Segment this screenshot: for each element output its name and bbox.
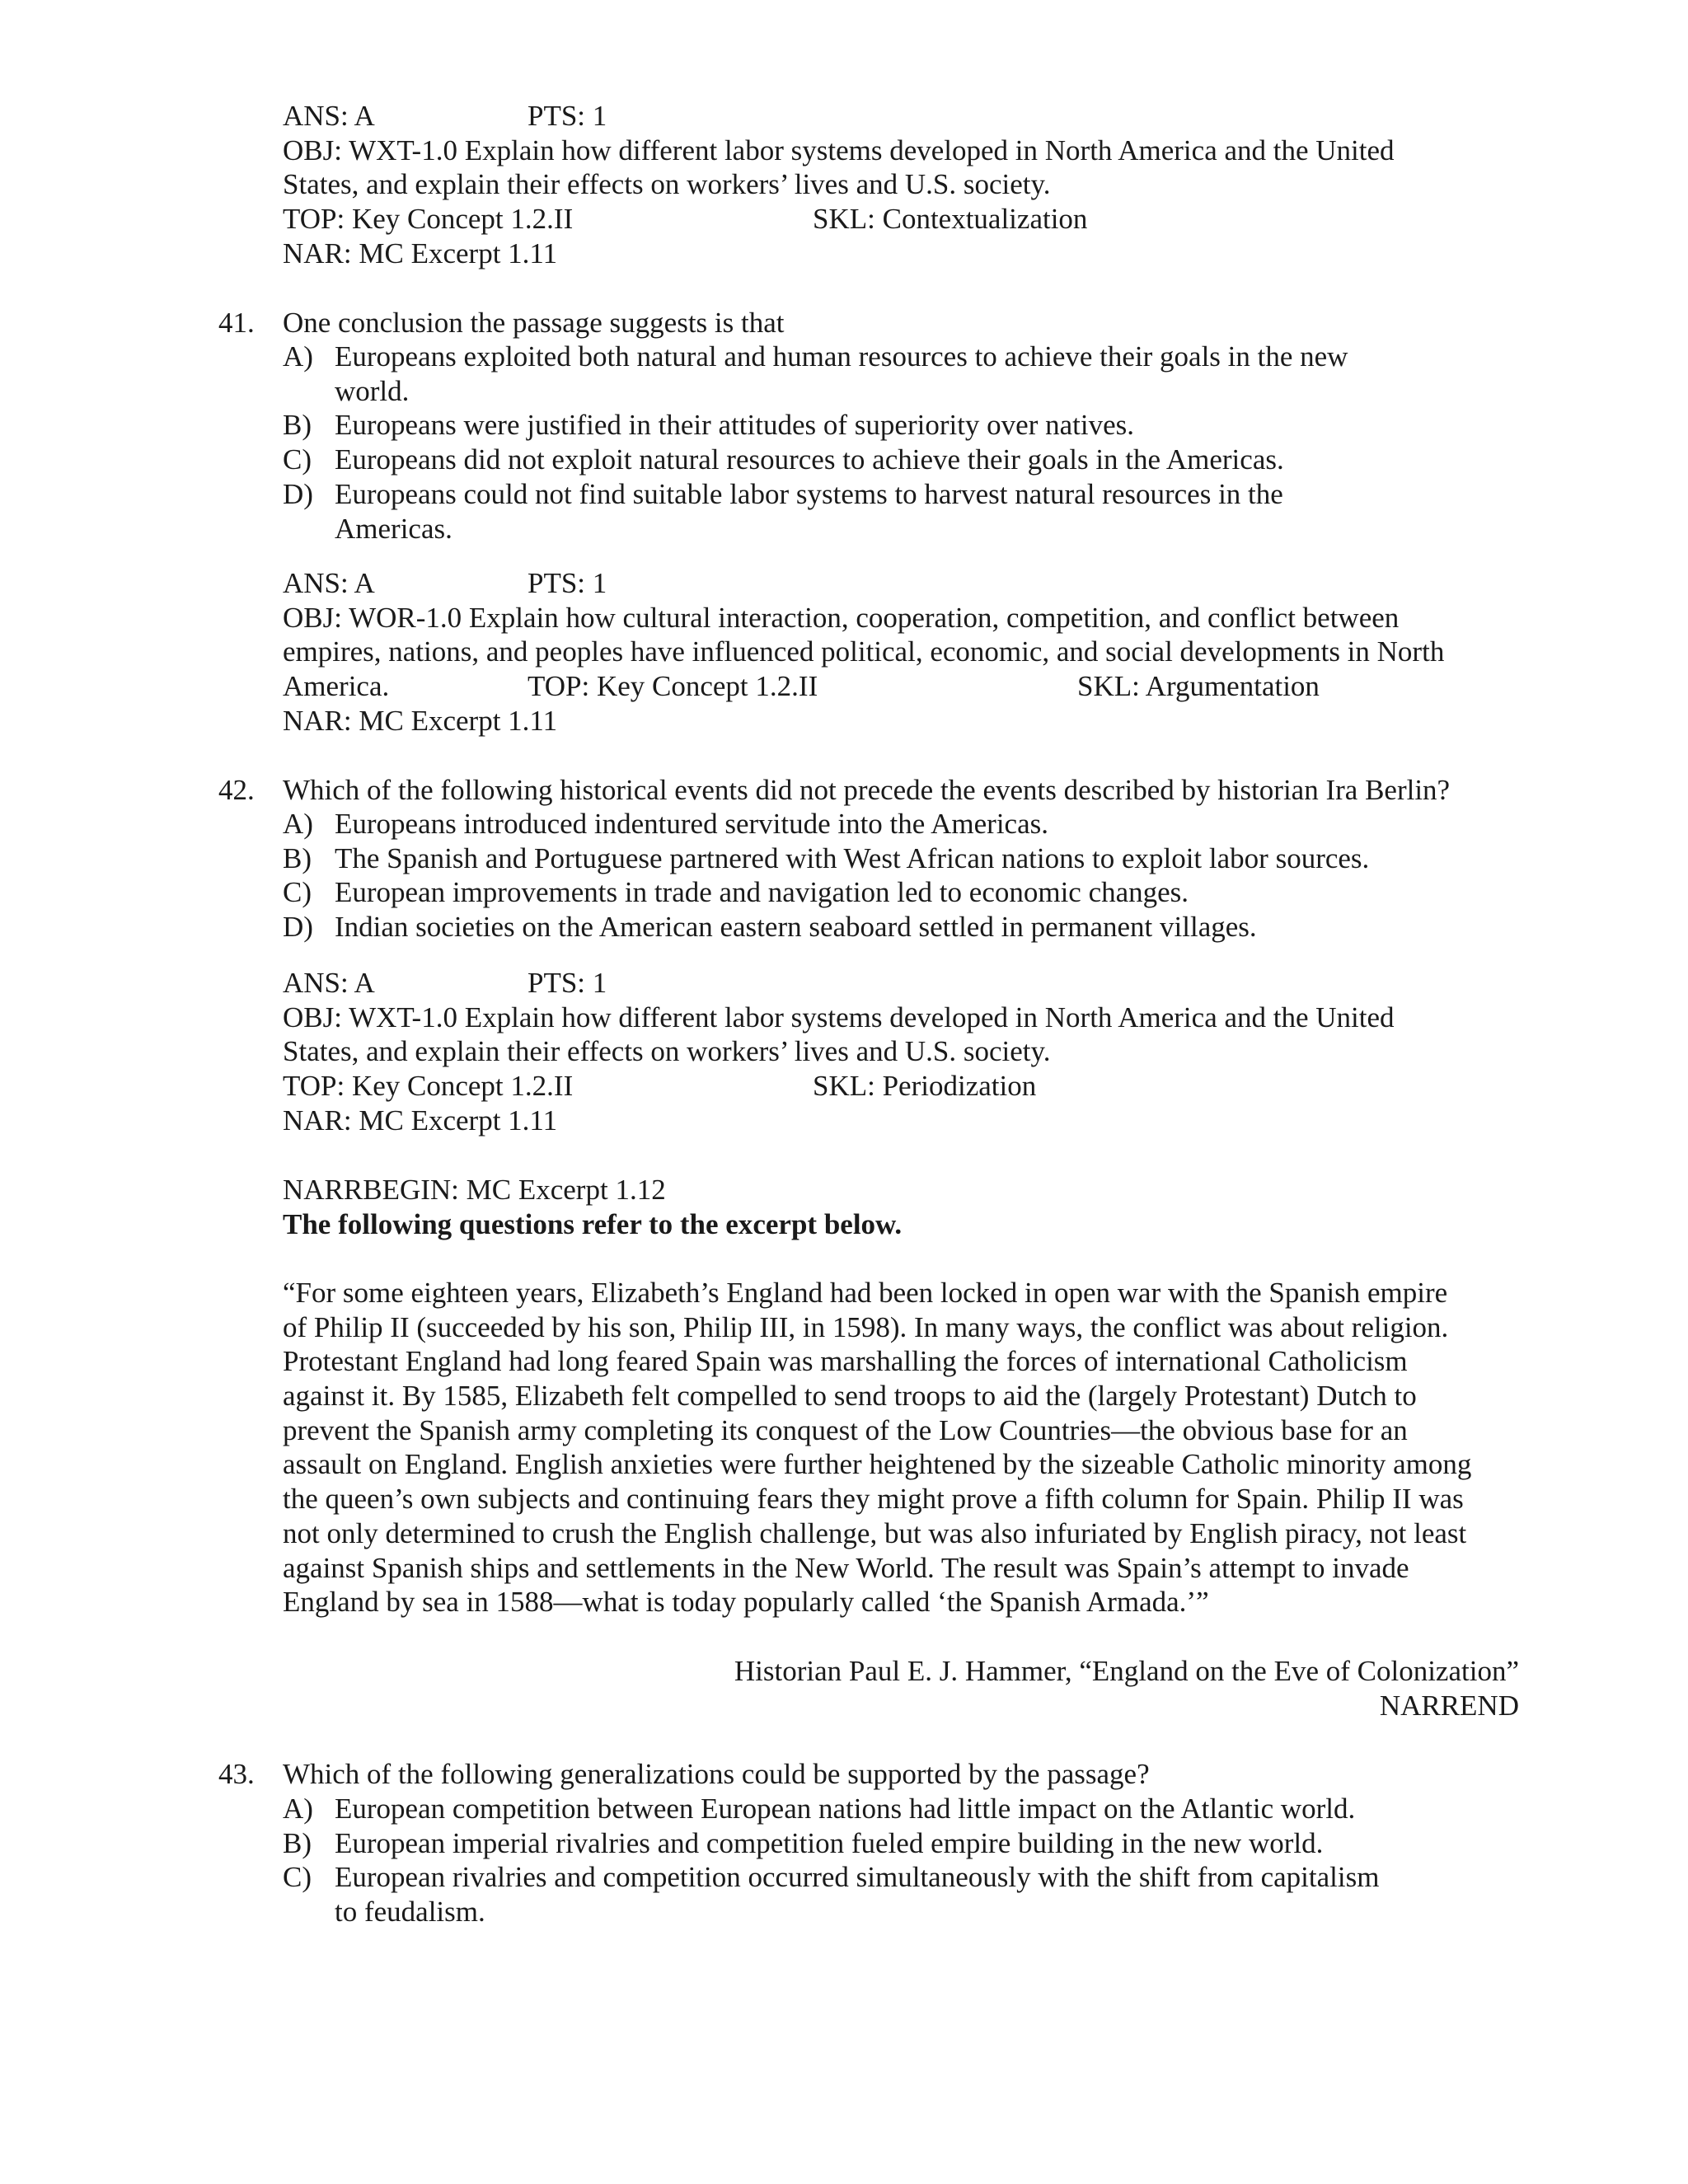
option-text: Europeans exploited both natural and human resources to achieve their goals in the new [335,340,1348,373]
answer-metadata-q41 [283,566,1536,738]
narrative-begin: NARRBEGIN: MC Excerpt 1.12 [283,1174,666,1206]
answer-option [283,875,1519,910]
option-letter: B) [283,1826,312,1859]
option-letter: A) [283,340,313,373]
option-text: Europeans did not exploit natural resources to achieve their goals in the Americas. [335,443,1284,476]
answer-option [283,408,1519,443]
option-letter: C) [283,443,312,476]
passage-line: against it. By 1585, Elizabeth felt compelled to send troops to aid the (largely Protestant) Dutch to [283,1380,1417,1413]
option-text: European competition between European nations had little impact on the Atlantic world. [335,1793,1356,1825]
skill: SKL: Contextualization [813,203,1088,236]
option-letter: C) [283,1861,312,1894]
answer-option [283,807,1519,841]
question-stem: Which of the following generalizations could be supported by the passage? [283,1758,1150,1790]
answer-key: ANS: A [283,100,375,132]
answer-key: ANS: A [283,567,375,599]
option-text: Europeans introduced indentured servitude into the Americas. [335,808,1048,840]
excerpt-instruction: The following questions refer to the excerpt below. [283,1207,903,1240]
points: PTS: 1 [528,967,607,999]
answer-option [283,340,1519,408]
skill: SKL: Argumentation [1077,670,1320,703]
narrative-ref: NAR: MC Excerpt 1.11 [283,237,558,269]
passage-line: against Spanish ships and settlements in the New World. The result was Spain’s attempt to invade [283,1551,1409,1584]
answer-option [283,910,1519,944]
objective-line: America. [283,670,390,703]
points: PTS: 1 [528,567,607,599]
answer-option [283,477,1519,546]
question-number: 42. [218,774,255,806]
topic: TOP: Key Concept 1.2.II [283,203,574,236]
option-text: Europeans could not find suitable labor systems to harvest natural resources in the [335,477,1283,510]
option-text: Europeans were justified in their attitudes of superiority over natives. [335,409,1135,442]
points: PTS: 1 [528,100,607,132]
answer-options-q41 [283,340,1519,546]
question-number: 43. [218,1758,255,1790]
option-letter: A) [283,808,313,840]
passage-line: of Philip II (succeeded by his son, Philip III, in 1598). In many ways, the conflict was about religion. [283,1310,1449,1343]
passage-line: Protestant England had long feared Spain was marshalling the forces of international Catholicism [283,1345,1408,1378]
option-text: European imperial rivalries and competition fueled empire building in the new world. [335,1826,1324,1859]
objective-line: OBJ: WXT-1.0 Explain how different labor systems developed in North America and the United [283,134,1395,166]
passage-line: prevent the Spanish army completing its conquest of the Low Countries—the obvious base for an [283,1413,1408,1446]
skill: SKL: Periodization [813,1070,1037,1103]
narrative-end: NARREND [1379,1690,1519,1722]
answer-metadata-q42 [283,966,1536,1137]
answer-option [283,1860,1519,1929]
option-text: world. [335,374,410,407]
objective-line: OBJ: WOR-1.0 Explain how cultural interaction, cooperation, competition, and conflict between [283,601,1400,634]
option-letter: D) [283,477,313,510]
passage-line: England by sea in 1588—what is today popularly called ‘the Spanish Armada.’” [283,1586,1209,1619]
question-stem: Which of the following historical events did not precede the events described by historian Ira Berlin? [283,774,1451,806]
option-text: Indian societies on the American eastern seaboard settled in permanent villages. [335,911,1257,944]
answer-options-q42 [283,807,1519,944]
topic: TOP: Key Concept 1.2.II [528,670,818,703]
question-stem: One conclusion the passage suggests is that [283,307,785,339]
passage-line: assault on England. English anxieties were further heightened by the sizeable Catholic minority among [283,1448,1472,1481]
narrative-header [283,1173,1536,1241]
objective-line: empires, nations, and peoples have influenced political, economic, and social developments in North [283,635,1445,668]
answer-option [283,443,1519,477]
answer-option [283,1792,1519,1826]
answer-options-q43 [283,1792,1519,1929]
option-letter: B) [283,409,312,442]
excerpt-attribution: Historian Paul E. J. Hammer, “England on the Eve of Colonization” [734,1655,1519,1687]
answer-key: ANS: A [283,967,375,999]
answer-metadata-q40 [283,99,1536,270]
objective-line: States, and explain their effects on workers’ lives and U.S. society. [283,1035,1051,1068]
question-number: 41. [218,307,255,339]
passage-line: “For some eighteen years, Elizabeth’s England had been locked in open war with the Spanish empire [283,1277,1448,1309]
narrative-ref: NAR: MC Excerpt 1.11 [283,704,558,737]
topic: TOP: Key Concept 1.2.II [283,1070,574,1103]
objective-line: States, and explain their effects on workers’ lives and U.S. society. [283,168,1051,201]
answer-option [283,841,1519,876]
option-letter: D) [283,911,313,944]
option-text: Americas. [335,512,452,545]
option-text: European improvements in trade and navigation led to economic changes. [335,876,1189,909]
option-text: European rivalries and competition occurred simultaneously with the shift from capitalism [335,1861,1380,1894]
excerpt-passage [283,1276,1536,1619]
option-letter: B) [283,841,312,874]
narrative-ref: NAR: MC Excerpt 1.11 [283,1104,558,1137]
option-text: The Spanish and Portuguese partnered with West African nations to exploit labor sources. [335,841,1370,874]
passage-line: not only determined to crush the English challenge, but was also infuriated by English piracy, not least [283,1516,1467,1549]
option-letter: C) [283,876,312,909]
answer-option [283,1826,1519,1861]
option-letter: A) [283,1793,313,1825]
option-text: to feudalism. [335,1896,485,1929]
objective-line: OBJ: WXT-1.0 Explain how different labor systems developed in North America and the United [283,1001,1395,1033]
passage-line: the queen’s own subjects and continuing fears they might prove a fifth column for Spain. Philip II was [283,1483,1464,1516]
